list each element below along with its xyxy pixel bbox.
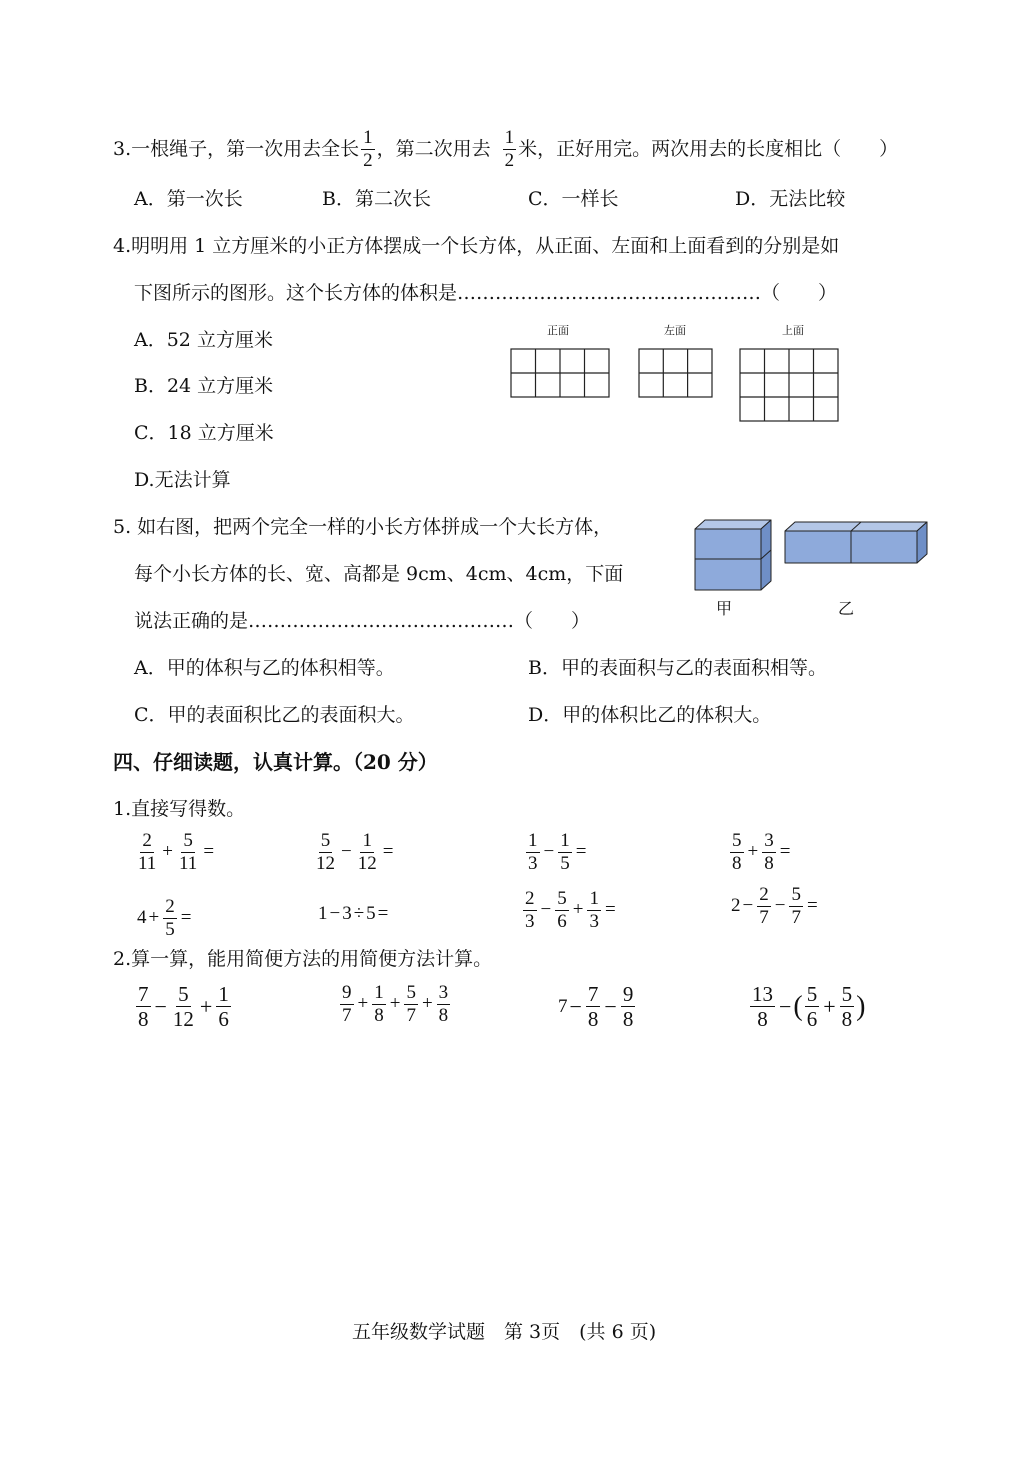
q3-option-c: C．一样长 xyxy=(528,188,619,210)
view-top-grid xyxy=(739,348,841,424)
q4-option-b: B．24 立方厘米 xyxy=(134,375,274,397)
q3-text-1: 3.一根绳子，第一次用去全长 xyxy=(113,137,360,160)
view-front-label: 正面 xyxy=(547,324,569,337)
view-front-grid xyxy=(510,348,612,400)
calc-2-2: 1 − 3 ÷ 5 = xyxy=(318,903,389,924)
q5-label-jia: 甲 xyxy=(716,599,733,618)
q3-text-2: ，第二次用去 xyxy=(376,137,491,160)
q3-option-d: D．无法比较 xyxy=(735,188,846,210)
calc-3-3: 7 − $\frac{7}{8}$ − $\frac{9}{8}$ xyxy=(558,982,634,1032)
view-left-grid xyxy=(638,348,715,400)
q4-option-a: A．52 立方厘米 xyxy=(134,329,273,351)
view-left-label: 左面 xyxy=(664,324,686,337)
q5-line-3: 说法正确的是……………………………………（ ） xyxy=(134,610,591,632)
q5-box-jia xyxy=(692,517,774,593)
calc-2-3: $\frac{2}{3}$ − $\frac{5}{6}$ + $\frac{1}{3}$ = xyxy=(525,888,616,932)
q3-fraction-2: $\frac{1}{2}$ xyxy=(504,127,515,171)
calc-2-4: 2 − $\frac{2}{7}$ − $\frac{5}{7}$ = xyxy=(731,884,818,928)
q5-option-a: A．甲的体积与乙的体积相等。 xyxy=(134,657,395,679)
q5-option-c: C．甲的表面积比乙的表面积大。 xyxy=(134,704,415,726)
section4-sub2: 2.算一算，能用简便方法的用简便方法计算。 xyxy=(113,948,493,970)
q3-option-b: B．第二次长 xyxy=(322,188,431,210)
q4-option-d: D.无法计算 xyxy=(134,469,231,491)
q5-option-d: D．甲的体积比乙的体积大。 xyxy=(528,704,772,726)
q3-stem xyxy=(113,128,898,171)
calc-3-1: $\frac{7}{8}$ − $\frac{5}{12}$ + $\frac{1}{6}$ xyxy=(138,982,229,1032)
calc-1-2: $\frac{5}{12}$ − $\frac{1}{12}$ = xyxy=(316,830,394,874)
q5-line-1: 5. 如右图，把两个完全一样的小长方体拼成一个大长方体， xyxy=(113,516,613,538)
calc-3-4: $\frac{13}{8}$ − ( $\frac{5}{6}$ + $\frac{5}{8}$ ) xyxy=(752,982,866,1032)
calc-2-1: 4 + $\frac{2}{5}$ = xyxy=(137,896,192,940)
q4-line-1: 4.明明用 1 立方厘米的小正方体摆成一个长方体，从正面、左面和上面看到的分别是如 xyxy=(113,235,840,257)
q5-label-yi: 乙 xyxy=(838,599,855,618)
q3-fraction-1: $\frac{1}{2}$ xyxy=(363,127,373,171)
calc-1-3: $\frac{1}{3}$ − $\frac{1}{5}$ = xyxy=(528,830,587,874)
calc-3-2: $\frac{9}{7}$ + $\frac{1}{8}$ + $\frac{5}{7}$ + $\frac{3}{8}$ xyxy=(342,982,449,1026)
q4-option-c: C．18 立方厘米 xyxy=(134,422,274,444)
section4-sub1: 1.直接写得数。 xyxy=(113,798,246,820)
q3-text-3: 米，正好用完。两次用去的长度相比（ ） xyxy=(518,137,899,160)
section4-title: 四、仔细读题，认真计算。（20 分） xyxy=(113,750,438,774)
q4-line-2: 下图所示的图形。这个长方体的体积是…………………………………………（ ） xyxy=(134,282,838,304)
view-top-label: 上面 xyxy=(782,324,804,337)
calc-1-4: $\frac{5}{8}$ + $\frac{3}{8}$ = xyxy=(732,830,791,874)
calc-1-1: $\frac{2}{11}$ + $\frac{5}{11}$ = xyxy=(138,830,215,874)
q5-box-yi xyxy=(783,519,931,567)
q5-line-2: 每个小长方体的长、宽、高都是 9cm、4cm、4cm，下面 xyxy=(134,563,624,585)
page-footer: 五年级数学试题 第 3页 (共 6 页) xyxy=(352,1321,657,1343)
q3-option-a: A．第一次长 xyxy=(134,188,243,210)
q5-option-b: B．甲的表面积与乙的表面积相等。 xyxy=(528,657,827,679)
